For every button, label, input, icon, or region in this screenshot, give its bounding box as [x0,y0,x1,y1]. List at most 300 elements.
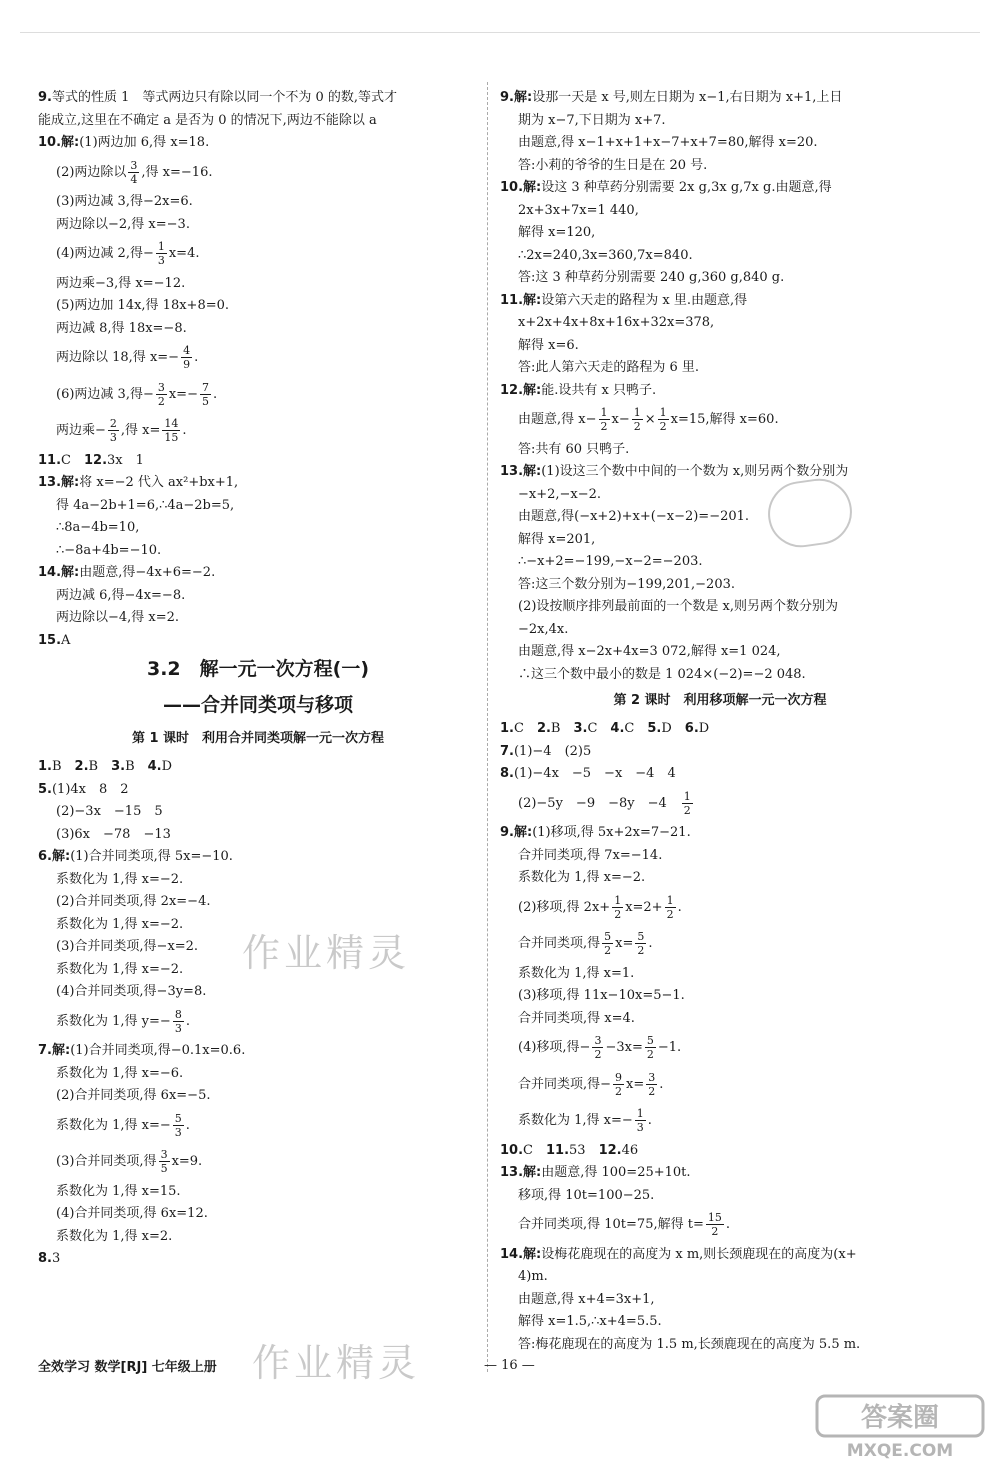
fraction-numerator: 1 [600,406,608,419]
answer-line [500,1186,940,1206]
answer-line [500,1141,940,1161]
fraction-denominator: 4 [130,172,138,186]
answer-line [38,1086,478,1106]
answer-line [500,1208,940,1242]
answer-line [500,575,940,595]
fraction-numerator: 1 [666,893,674,907]
answer-line [38,847,478,867]
answer-text: ∴−x+2=−199,−x−2=−203. [518,554,703,569]
fraction-numerator: 3 [594,1034,602,1047]
fraction [181,344,192,371]
fraction-numerator: 2 [109,417,117,430]
answer-text: 合并同类项,得 7x=−14. [518,847,663,863]
item-number: 9. [38,90,52,105]
section-heading: 第 1 课时 利用合并同类项解一元一次方程 [131,731,385,746]
answer-text: 系数化为 1,得 x=− [518,1113,633,1128]
answer-line [500,719,940,739]
answer-line [38,1041,478,1061]
item-number: 6. [684,721,699,736]
column-divider [487,82,488,1372]
answer-text: D [161,759,173,774]
fraction [173,1112,184,1139]
answer-text: ∴−8a+4b=−10. [56,542,162,558]
answer-text: × [644,412,656,427]
answer-line [500,88,940,108]
answer-text: 合并同类项,得 [518,936,601,951]
item-number: 10. [500,1142,524,1158]
answer-text: 53 [569,1142,599,1158]
answer-line [500,1068,940,1102]
answer-text: 两边乘− [56,423,106,438]
answer-text: ,得 x=−16. [141,164,213,180]
answer-text: . [182,423,187,438]
answer-line [500,665,940,685]
answer-text: 系数化为 1,得 x=1. [518,965,635,981]
item-number: 2. [536,721,551,736]
fraction [162,417,180,444]
answer-text: x=9. [171,1154,203,1169]
answer-line [500,156,940,176]
answer-line [500,507,940,527]
fraction-numerator: 14 [164,417,179,430]
answer-text: (5)两边加 14x,得 18x+8=0. [56,298,230,313]
answer-text: 能.设共有 x 只鸭子. [541,382,657,398]
answer-line [500,268,940,288]
answer-text: 答:这三个数分别为−199,201,−203. [518,576,736,592]
fraction [200,381,211,408]
fraction-numerator: 1 [683,789,691,803]
answer-line [38,870,478,890]
item-number: 2. [74,759,89,774]
fraction-denominator: 2 [157,394,165,408]
fraction-numerator: 8 [174,1007,182,1021]
answer-text: −1. [657,1040,682,1055]
answer-text: x=− [168,386,198,402]
fraction [602,930,613,957]
answer-line [500,764,940,784]
fraction-numerator: 3 [648,1070,656,1084]
answer-text: (3)6x −78 −13 [56,826,171,842]
fraction-denominator: 3 [174,1125,182,1139]
answer-text: C [61,452,84,468]
answer-line [38,1109,478,1143]
item-number: 13. [500,464,524,479]
item-number: 解: [523,464,542,479]
answer-text: B [51,759,75,774]
item-number: 12. [83,452,108,468]
answer-line [500,1163,940,1183]
answer-text: 由题意,得 x−2x+4x=3 072,解得 x=1 024, [518,644,781,659]
fraction-denominator: 2 [659,420,667,433]
answer-text: (2)两边除以 [56,164,127,180]
answer-text: 系数化为 1,得 x=−2. [56,916,184,932]
fraction-denominator: 2 [648,1084,656,1098]
answer-text: 2x+3x+7x=1 440, [518,202,639,218]
fraction-numerator: 3 [157,380,165,394]
answer-text: 移项,得 10t=100−25. [518,1187,655,1203]
answer-text: −2x,4x. [518,621,569,637]
answer-text: (1)设这三个数中中间的一个数为 x,则另两个数分别为 [541,464,849,479]
top-rule [20,32,980,33]
fraction-denominator: 2 [604,944,612,957]
answer-text: . [677,899,682,915]
answer-text: (3)合并同类项,得−x=2. [56,939,199,954]
answer-text: (2)设按顺序排列最前面的一个数是 x,则另两个数分别为 [518,599,839,614]
answer-text: 两边除以−4,得 x=2. [56,610,180,625]
answer-text: C [587,721,611,736]
answer-line [500,1104,940,1138]
fraction-denominator: 3 [174,1021,182,1035]
answer-line [38,802,478,822]
answer-line [500,986,940,1006]
answer-line [500,1335,940,1355]
answer-text: 系数化为 1,得 x=2. [56,1228,173,1244]
item-number: 3. [573,721,588,736]
logo-text: 答案圈 [860,1403,940,1433]
answer-text: (1)合并同类项,得−0.1x=0.6. [70,1043,246,1058]
item-number: 9. [500,90,514,105]
fraction-denominator: 2 [594,1048,602,1061]
fraction-denominator: 3 [636,1121,644,1134]
answer-text: 答:共有 60 只鸭子. [518,441,630,457]
answer-line [500,1290,940,1310]
item-number: 解: [513,90,533,105]
answer-line [38,563,478,583]
answer-text: (4)合并同类项,得−3y=8. [56,984,207,999]
item-number: 11. [545,1142,570,1158]
answer-line [500,1245,940,1265]
watermark-1: 作业精灵 [242,931,411,975]
answer-text: (2)移项,得 2x+ [518,899,611,915]
fraction-numerator: 5 [637,930,645,943]
answer-line [500,291,940,311]
answer-line [38,1005,478,1039]
fraction-denominator: 5 [201,394,209,408]
answer-line [500,620,940,640]
answer-line [500,246,940,266]
answer-text: 46 [621,1142,639,1158]
answer-text: x=2+ [625,899,663,915]
answer-text: (1)−4x −5 −x −4 4 [513,766,676,781]
fraction-denominator: 9 [183,358,191,371]
fraction-numerator: 1 [157,240,165,253]
answer-line [38,473,478,493]
answer-line [500,787,940,821]
answer-text: 合并同类项,得 x=4. [518,1010,635,1026]
answer-text: ∴2x=240,3x=360,7x=840. [518,247,693,263]
answer-text: 期为 x−7,下日期为 x+7. [518,112,666,128]
answer-text: 答:这 3 种草药分别需要 240 g,360 g,840 g. [518,270,785,285]
fraction [646,1071,657,1098]
item-number: 1. [38,759,52,774]
answer-line [500,358,940,378]
answer-line [500,1009,940,1029]
item-number: 10. [500,180,524,195]
left-column [38,88,478,1272]
logo-url: MXQE.COM [846,1441,954,1461]
item-number: 14. [38,565,62,580]
item-number: 解: [61,135,80,150]
answer-text: ∴8a−4b=10, [56,520,140,535]
answer-text: 合并同类项,得 10t=75,解得 t= [518,1217,704,1232]
fraction-denominator: 3 [157,254,165,267]
item-number: 8. [38,1251,52,1266]
answer-text: 两边减 6,得−4x=−8. [56,587,186,603]
answer-text: (2)合并同类项,得 2x=−4. [56,894,211,909]
answer-text: 解得 x=6. [518,337,579,353]
answer-text: . [659,1076,664,1092]
answer-text: 系数化为 1,得 y=− [56,1013,171,1029]
item-number: 15. [38,632,62,648]
answer-line [500,552,940,572]
answer-line [500,642,940,662]
answer-text: (4)合并同类项,得 6x=12. [56,1206,208,1221]
right-column [500,88,940,1357]
answer-line [500,133,940,153]
answer-text: B [88,759,112,774]
answer-line [38,133,478,153]
answer-line [500,223,940,243]
item-number: 解: [523,180,542,195]
fraction [128,159,139,186]
fraction-denominator: 2 [666,907,674,921]
answer-line [500,178,940,198]
item-number: 7. [500,743,514,759]
answer-line [38,215,478,235]
site-logo-icon [815,1392,985,1462]
answer-text: (3)合并同类项,得 [56,1154,157,1169]
answer-text: . [647,1113,652,1128]
answer-text: (1)4x 8 2 [51,781,129,797]
answer-text: C [624,721,648,736]
fraction [665,894,676,921]
fraction [599,406,610,433]
answer-line [500,403,940,437]
answer-text: 设那一天是 x 号,则左日期为 x−1,右日期为 x+1,上日 [532,90,843,105]
answer-line [38,1249,478,1269]
answer-line [38,982,478,1002]
fraction-denominator: 2 [614,907,622,921]
answer-text: D [698,721,710,736]
item-number: 4. [147,759,162,774]
answer-line [38,414,478,448]
answer-line [500,381,940,401]
item-number: 解: [61,475,80,490]
item-number: 9. [500,825,514,840]
answer-text: (4)移项,得− [518,1040,591,1055]
answer-line [500,891,940,925]
fraction [658,406,669,433]
answer-line [38,111,478,131]
fraction [156,381,167,408]
item-number: 6. [38,849,52,864]
fraction [706,1211,724,1238]
answer-text: −x+2,−x−2. [518,486,602,502]
answer-line [38,88,478,108]
fraction-numerator: 3 [160,1148,168,1161]
answer-line [500,313,940,333]
answer-text: B [550,721,574,736]
answer-text: 两边除以 18,得 x=− [56,350,180,365]
answer-text: 3 [51,1251,61,1266]
answer-text: 两边除以−2,得 x=−3. [56,216,190,232]
answer-line [38,274,478,294]
fraction-numerator: 5 [604,930,612,943]
answer-text: 设这 3 种草药分别需要 2x g,3x g,7x g.由题意,得 [541,180,832,195]
answer-line [38,541,478,561]
fraction-denominator: 2 [646,1048,654,1061]
answer-text: . [194,350,199,365]
answer-line [38,780,478,800]
answer-text: 两边减 8,得 18x=−8. [56,320,187,336]
answer-text: (1)移项,得 5x+2x=7−21. [532,825,691,840]
answer-text: (2)−3x −15 5 [56,804,163,819]
answer-line [500,597,940,617]
answer-text: 设梅花鹿现在的高度为 x m,则长颈鹿现在的高度为(x+ [541,1246,857,1262]
answer-line [500,927,940,961]
answer-line [38,319,478,339]
answer-text: x= [626,1076,645,1092]
answer-text: 由题意,得 100=25+10t. [541,1165,691,1180]
page-number: — 16 — [484,1358,535,1373]
answer-line [38,631,478,651]
fraction [108,417,119,444]
answer-line [38,451,478,471]
answer-text: 由题意,得 x−1+x+1+x−7+x+7=80,解得 x=20. [518,135,818,150]
answer-text: 答:此人第六天走的路程为 6 里. [518,360,700,375]
answer-text: 由题意,得 x− [518,412,597,427]
fraction [635,930,646,957]
answer-text: 由题意,得−4x+6=−2. [79,565,216,580]
fraction-denominator: 2 [633,420,641,433]
answer-line [500,336,940,356]
answer-text: 系数化为 1,得 x=−6. [56,1065,184,1081]
item-number: 解: [513,825,533,840]
answer-text: x− [611,412,630,427]
answer-text: 系数化为 1,得 x=− [56,1117,171,1133]
item-number: 11. [500,292,524,308]
answer-text: B [125,759,148,774]
answer-text: . [725,1217,730,1232]
answer-text: (1)两边加 6,得 x=18. [79,135,210,150]
fraction-denominator: 2 [600,420,608,433]
answer-text: (1)合并同类项,得 5x=−10. [70,849,233,864]
watermark-2: 作业精灵 [252,1341,421,1385]
fraction-numerator: 1 [636,1107,644,1120]
fraction-numerator: 1 [614,893,622,907]
answer-line [38,237,478,271]
answer-line [38,156,478,190]
answer-line [500,485,940,505]
item-number: 10. [38,135,62,150]
answer-text: 合并同类项,得− [518,1076,612,1092]
fraction [682,790,693,817]
fraction [635,1107,646,1134]
answer-line [38,892,478,912]
answer-line [500,868,940,888]
answer-text: A [61,632,71,648]
answer-line [500,964,940,984]
item-number: 7. [38,1043,52,1058]
answer-line [500,846,940,866]
answer-text: x=4. [168,246,200,261]
answer-text: (3)两边减 3,得−2x=6. [56,194,193,209]
answer-text: 答:梅花鹿现在的高度为 1.5 m,长颈鹿现在的高度为 5.5 m. [518,1336,861,1352]
answer-line [500,742,940,762]
item-number: 解: [61,565,80,580]
footer-book-title: 全效学习 数学[RJ] 七年级上册 [38,1360,217,1375]
answer-line [500,1031,940,1065]
fraction [156,240,167,267]
answer-line [500,530,940,550]
answer-text: 系数化为 1,得 x=15. [56,1183,181,1199]
item-number: 解: [523,1165,542,1180]
answer-line [38,757,478,777]
answer-text: 系数化为 1,得 x=−2. [56,871,184,887]
answer-line [38,1227,478,1247]
answer-text: ,得 x= [120,423,161,438]
answer-text: . [185,1117,190,1133]
item-number: 解: [51,849,71,864]
answer-line [38,496,478,516]
answer-line [38,825,478,845]
answer-text: . [212,386,218,402]
answer-line [38,586,478,606]
answer-text: x+2x+4x+8x+16x+32x=378, [518,315,715,330]
item-number: 1. [500,721,514,736]
fraction-numerator: 1 [633,406,641,419]
answer-text: 解得 x=120, [518,225,596,240]
item-number: 5. [38,781,52,797]
answer-text: (3)移项,得 11x−10x=5−1. [518,988,685,1003]
answer-text: C [513,721,537,736]
answer-text: 能成立,这里在不确定 a 是否为 0 的情况下,两边不能除以 a [38,112,377,128]
answer-text: 答:小莉的爷爷的生日是在 20 号. [518,157,708,173]
answer-text: . [185,1013,190,1029]
item-number: 12. [598,1142,622,1158]
answer-text: 系数化为 1,得 x=−2. [56,961,184,977]
answer-text: 4)m. [518,1269,548,1284]
fraction [592,1034,603,1061]
answer-text: ∴这三个数中最小的数是 1 024×(−2)=−2 048. [518,666,806,682]
item-number: 解: [523,292,542,308]
answer-line [500,111,940,131]
answer-text: (6)两边减 3,得− [56,386,154,402]
item-number: 11. [38,452,62,468]
item-number: 解: [523,382,542,398]
answer-line [38,296,478,316]
answer-line [500,201,940,221]
answer-line [500,1267,940,1287]
answer-text: 得 4a−2b+1=6,∴4a−2b=5, [56,497,235,513]
item-number: 12. [500,382,524,398]
answer-text: D [661,721,685,736]
answer-text: x= [615,936,634,951]
item-number: 13. [500,1165,524,1180]
answer-line [38,192,478,212]
item-number: 3. [111,759,126,774]
answer-text: 解得 x=201, [518,531,596,547]
section-heading: 第 2 课时 利用移项解一元一次方程 [613,693,827,708]
item-number: 4. [610,721,625,736]
answer-text: 系数化为 1,得 x=−2. [518,870,646,885]
answer-text: (2)合并同类项,得 6x=−5. [56,1088,211,1103]
answer-text: (1)−4 (2)5 [513,743,592,759]
section-heading: ——合并同类项与移项 [162,694,353,716]
fraction-denominator: 2 [615,1084,623,1098]
answer-text: 两边乘−3,得 x=−12. [56,275,186,291]
answer-text: 3x 1 [107,452,144,468]
